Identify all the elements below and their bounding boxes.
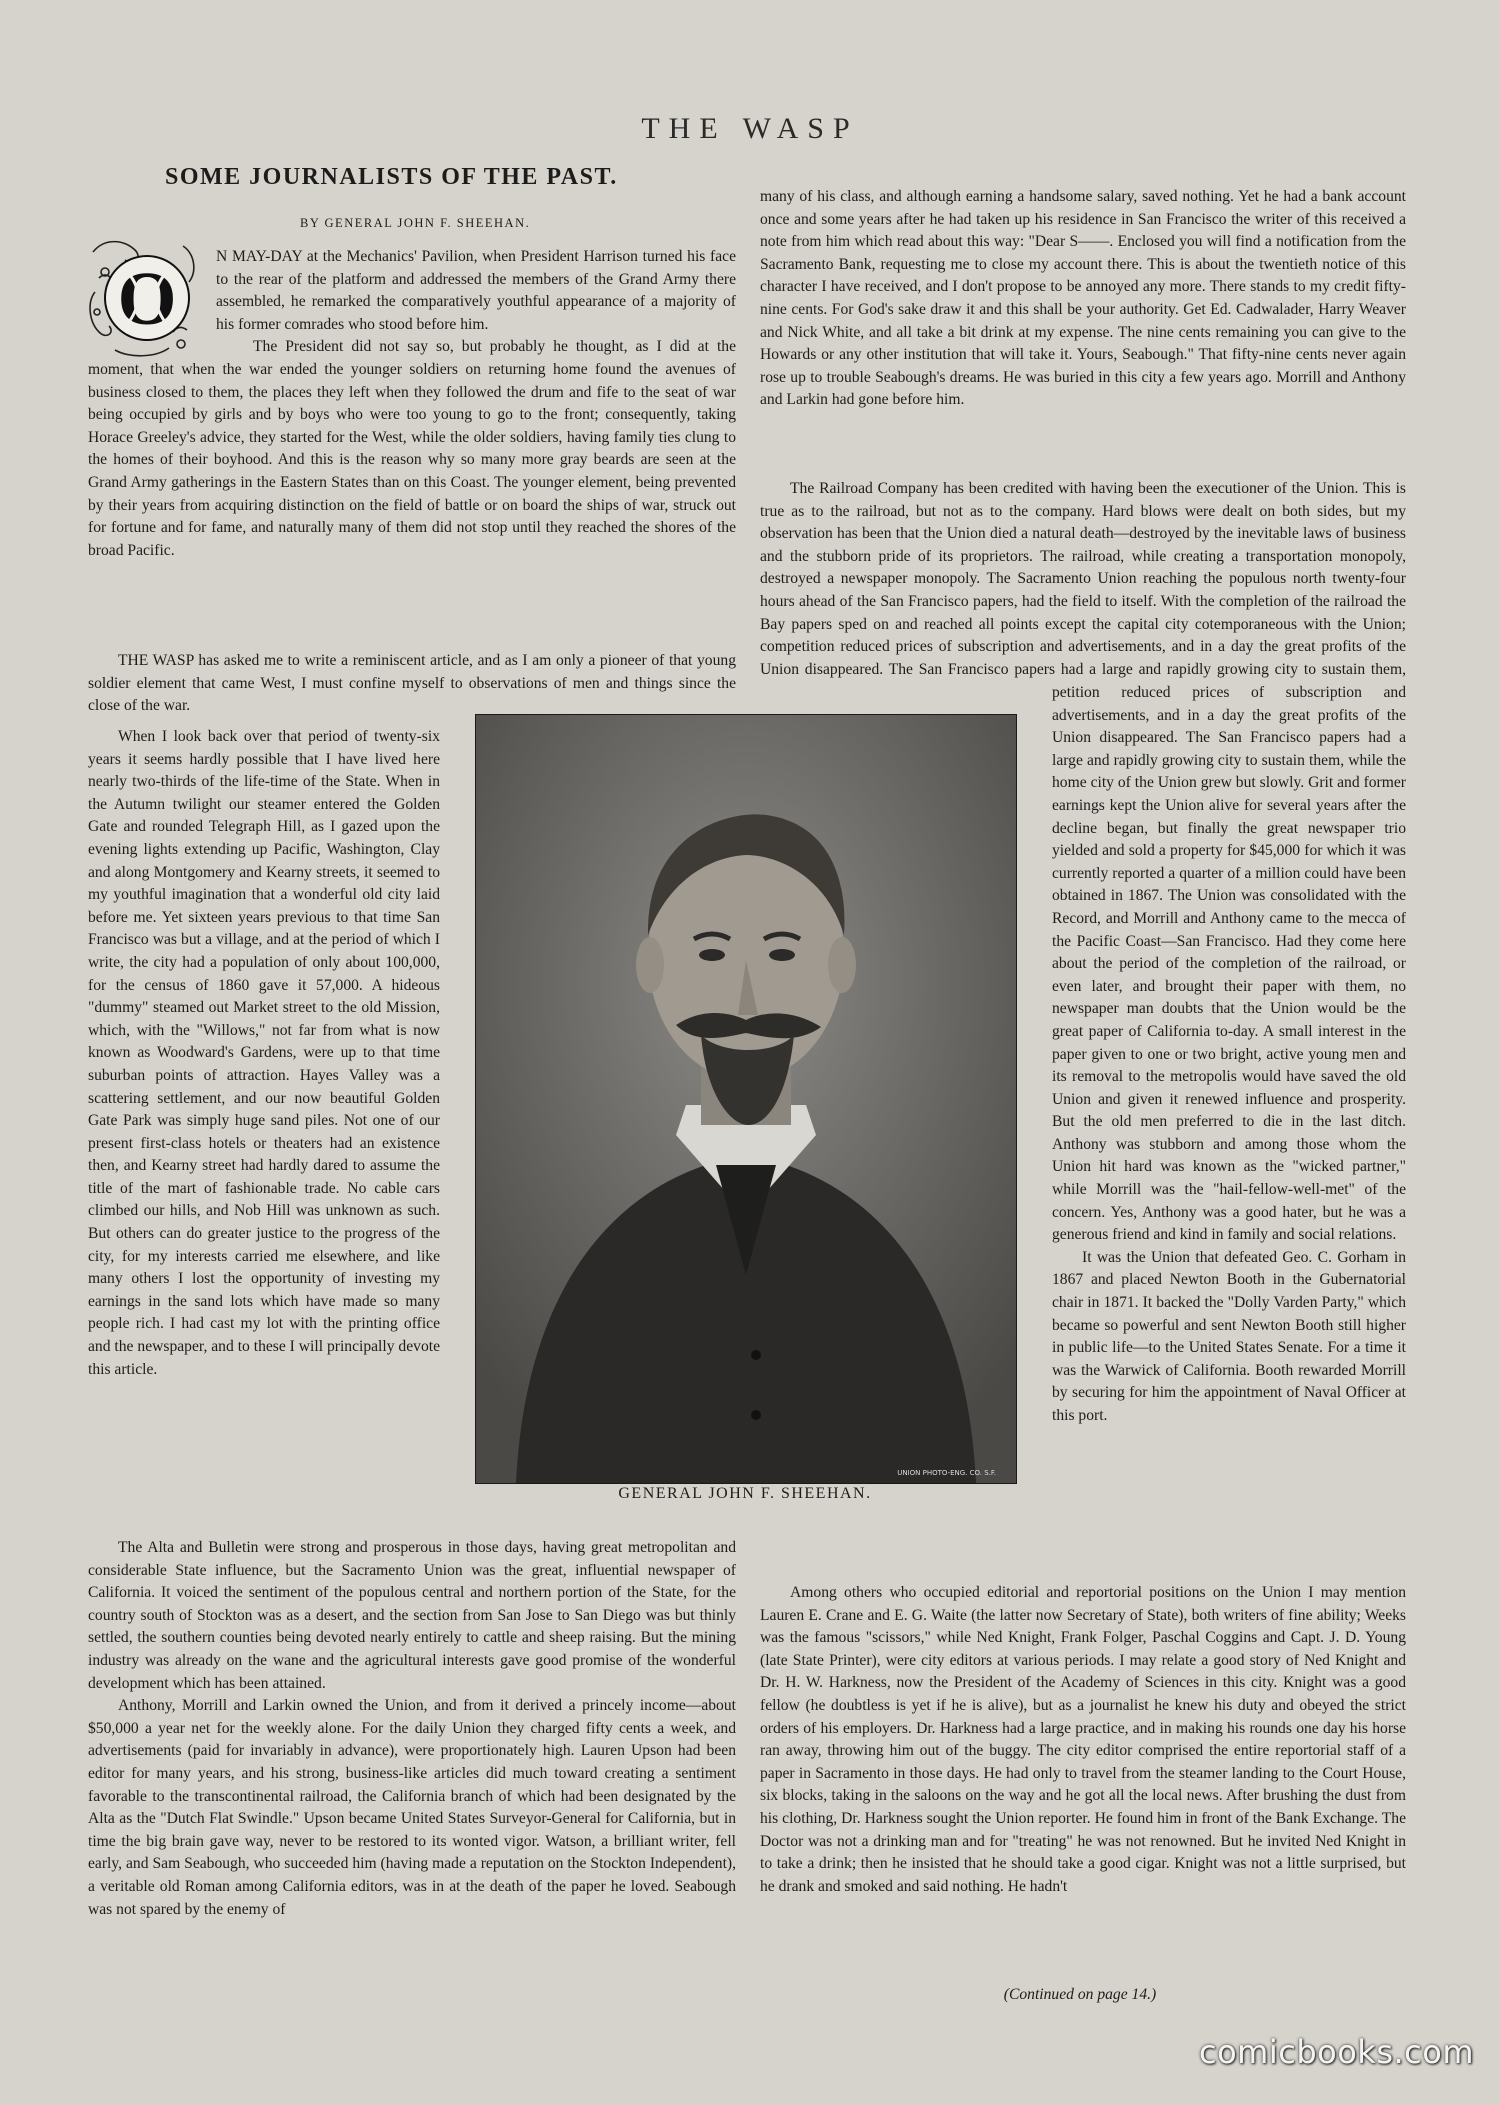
paragraph-10: Among others who occupied editorial and reportorial positions on the Union I may mention Lauren E. Crane and E. G. Waite (the latter now Secretary of State), both writers of fine ability; Weeks was the famous "scissors," while Ned Knight, Frank Folger, Paschal Coggins and Capt. J. D. Young (late State Printer), were city editors at various periods. I may relate a good story of Ned Knight and Dr. H. W. Harkness, now the President of the Academy of Sciences in this city. Knight was a good fellow (he doubtless is yet if he is alive), but as a journalist he knew his duty and obeyed the strict orders of his employers. Dr. Harkness had a large practice, and in making his rounds one day his horse ran away, throwing him out of the buggy. The city editor comprised the entire reportorial staff of a paper in Sacramento in those days. He had only to travel from the steamer landing to the Court House, six blocks, taking in the saloons on the way and he got all the local news. After brushing the dust from his clothing, Dr. Harkness sought the Union reporter. He found him in front of the Bank Exchange. The Doctor was not a drinking man and for "treating" he was not renowned. But he invited Ned Knight in to take a drink; then he insisted that he should take a good cigar. Knight was not a little surprised, but he drank and smoked and said nothing. He hadn't xyxy=(760,1584,1406,1895)
paragraph-8-text: The Railroad Company has been credited with having been the executioner of the Union. This is true as to the railroad, but not as to the company. Hard blows were dealt on both sides, but my observation has been that the Union died a natural death—destroyed by the inevitable laws of business and the stubborn pride of its proprietors. The railroad, while creating a transportation monopoly, destroyed a newspaper monopoly. The Sacramento Union reaching the populous north twenty-four hours ahead of the San Francisco papers, had the field to itself. With the completion of the railroad the Bay papers sped on and reached all points except the capital city cotemporaneous with the Union; competition reduced prices of subscription and advertisements, and in a day the great profits of the Union disappeared. The San Francisco papers had a large and rapidly growing city to sustain them, xyxy=(760,480,1406,678)
portrait-photo xyxy=(475,714,1017,1484)
column-right-narrow xyxy=(1052,682,1406,1538)
masthead: THE WASP xyxy=(641,112,859,145)
byline: BY GENERAL JOHN F. SHEEHAN. xyxy=(300,216,531,230)
portrait-image xyxy=(476,715,1016,1483)
column-left-bottom xyxy=(88,1537,736,1921)
paragraph-1: N MAY-DAY at the Mechanics' Pavilion, when President Harrison turned his face to the rear of the platform and addressed the members of the Grand Army there assembled, he remarked the comparatively youthful appearance of a majority of his former comrades who stood before him. xyxy=(216,248,736,333)
paragraph-8 xyxy=(760,478,1406,682)
paragraph-4: When I look back over that period of twenty-six years it seems hardly possible that I have lived here nearly two-thirds of the life-time of the State. When in the Autumn twilight our steamer entered the Golden Gate and rounded Telegraph Hill, as I gazed upon the evening lights extending up Pacific, Washington, Clay and along Montgomery and Kearny streets, it seemed to my youthful imagination that a wonderful old city laid before me. Yet sixteen years previous to that time San Francisco was but a village, and at the period of which I write, the city had a population of only about 100,000, for the census of 1860 gave it 57,000. A hideous "dummy" steamed out Market street to the old Mission, which, with the "Willows," not far from what is now known as Woodward's Gardens, were up to that time suburban points of attraction. Hayes Valley was a scattering settlement, and our now beautiful Golden Gate Park was simply huge sand piles. Not one of our present first-class hotels or theaters had an existence then, and Kearny street had hardly dared to assume the title of the mart of fashionable trade. No cable cars climbed our hills, and Nob Hill was unknown as such. But others can do greater justice to the progress of the city, for my interests carried me elsewhere, and like many others I lost the opportunity of investing my earnings in the sand lots which have made so many people rich. I had cast my lot with the printing office and the newspaper, and to these I will principally devote this article. xyxy=(88,728,440,1378)
column-left-narrow xyxy=(88,726,440,1381)
paragraph-5: The Alta and Bulletin were strong and prosperous in those days, having great metropolitan and considerable State influence, but the Sacramento Union was the great, influential newspaper of California. It voiced the sentiment of the populous central and northern portion of the State, for the country south of Stockton was as a desert, and the section from San Jose to San Diego was but thinly settled, the southern counties being devoted nearly entirely to cattle and sheep raising. But the mining industry was already on the wane and the agricultural interests gave good promise of the wonderful development which has been attained. xyxy=(88,1539,736,1692)
column-right-top xyxy=(760,186,1406,412)
paragraph-2 xyxy=(88,336,736,562)
photo-credit: UNION PHOTO-ENG. CO. S.F. xyxy=(897,1469,996,1477)
column-left-intro xyxy=(88,650,736,718)
column-left-top xyxy=(88,246,736,562)
site-watermark: comicbooks.com xyxy=(1198,2033,1474,2071)
continued-note: (Continued on page 14.) xyxy=(1003,1986,1157,2003)
paragraph-3: THE WASP has asked me to write a reminiscent article, and as I am only a pioneer of that young soldier element that came West, I must confine myself to observations of men and things since the close of the war. xyxy=(88,652,736,715)
paragraph-6: Anthony, Morrill and Larkin owned the Union, and from it derived a princely income—about $50,000 a year net for the weekly alone. For the daily Union they charged fifty cents a week, and advertisements (paid for invariably in advance), were proportionately high. Lauren Upson had been editor for many years, and his strong, business-like articles did much toward creating a sentiment favorable to the transcontinental railroad, the California branch of which had been designated by the Alta as the "Dutch Flat Swindle." Upson became United States Surveyor-General for California, but in time the big brain gave way, never to be restored to its wonted vigor. Watson, a brilliant writer, fell early, and Sam Seabough, who succeeded him (having made a reputation on the Stockton Independent), a veritable old Roman among California editors, was in at the death of the paper he loved. Seabough was not spared by the enemy of xyxy=(88,1697,736,1918)
paragraph-7: many of his class, and although earning a handsome salary, saved nothing. Yet he had a bank account once and some years after he had taken up his residence in San Francisco the writer of this received a note from him which read about this way: "Dear S——. Enclosed you will find a notification from the Sacramento Bank, requesting me to close my account there. This is about the twentieth notice of this character I have received, and I don't propose to be annoyed any more. There stands to my credit fifty-nine cents. For God's sake draw it and this shall be your authority. Get Ed. Cadwalader, Harry Weaver and Nick White, and all take a bit drink at my expense. The nine cents remaining you can give to the Howards or any other institution that will take it. Yours, Seabough." That fifty-nine cents never again rose up to trouble Seabough's dreams. He was buried in this city a few years ago. Morrill and Anthony and Larkin had gone before him. xyxy=(760,188,1406,409)
paragraph-8-continued: petition reduced prices of subscription and advertisements, and in a day the great profits of the Union disappeared. The San Francisco papers had a large and rapidly growing city to sustain them, while the home city of the Union grew but slowly. Grit and former earnings kept the Union alive for several years after the decline began, but finally the great newspaper trio yielded and sold a property for $45,000 for which it was currently reported a quarter of a million could have been obtained in 1867. The Union was consolidated with the Record, and Morrill and Anthony came to the mecca of the Pacific Coast—San Francisco. Had they come here about the period of the completion of the railroad, or even later, and brought their paper with them, no newspaper man doubts that the Union would be the great paper of California to-day. A small interest in the paper given to one or two bright, active young men and its removal to the metropolis would have saved the old Union and given it renewed influence and prosperity. But the old men preferred to die in the last ditch. Anthony was stubborn and among those whom the Union hit hard was known as the "wicked partner," while Morrill was the "hail-fellow-well-met" of the concern. Yes, Anthony was a good hater, but he was a generous friend and kind in family and social relations. xyxy=(1052,684,1406,1244)
column-right-mid xyxy=(760,478,1406,682)
paragraph-2-text: The President did not say so, but probably he thought, as I did at the moment, that when the war ended the younger soldiers on returning home found the avenues of business closed to them, the places they left when they followed the drum and fife to the seat of war being occupied by girls and by boys who were too young to go to the front; consequently, taking Horace Greeley's advice, they started for the West, while the older soldiers, having family ties clung to the homes of their boyhood. And this is the reason why so many more gray beards are seen at the Grand Army gatherings in the Eastern States than on this Coast. The younger element, being prevented by their years from acquiring distinction on the field of battle or on board the ships of war, struck out for fortune and for fame, and naturally many of them did not stop until they reached the shores of the broad Pacific. xyxy=(88,338,736,559)
article-title: SOME JOURNALISTS OF THE PAST. xyxy=(165,164,618,190)
column-right-bottom xyxy=(760,1582,1406,1982)
dropcap-letter: O xyxy=(117,257,177,341)
photo-caption: GENERAL JOHN F. SHEEHAN. xyxy=(618,1485,872,1502)
paragraph-9-start: It was the Union that defeated Geo. C. Gorham in 1867 and placed Newton Booth in the Gubernatorial chair in 1871. It backed the "Dolly Varden Party," which became so powerful and sent Newton Booth still higher in public life—to the United States Senate. For a time it was the Warwick of California. Booth rewarded Morrill by securing for him the appointment of Naval Officer at this port. xyxy=(1052,1248,1406,1424)
